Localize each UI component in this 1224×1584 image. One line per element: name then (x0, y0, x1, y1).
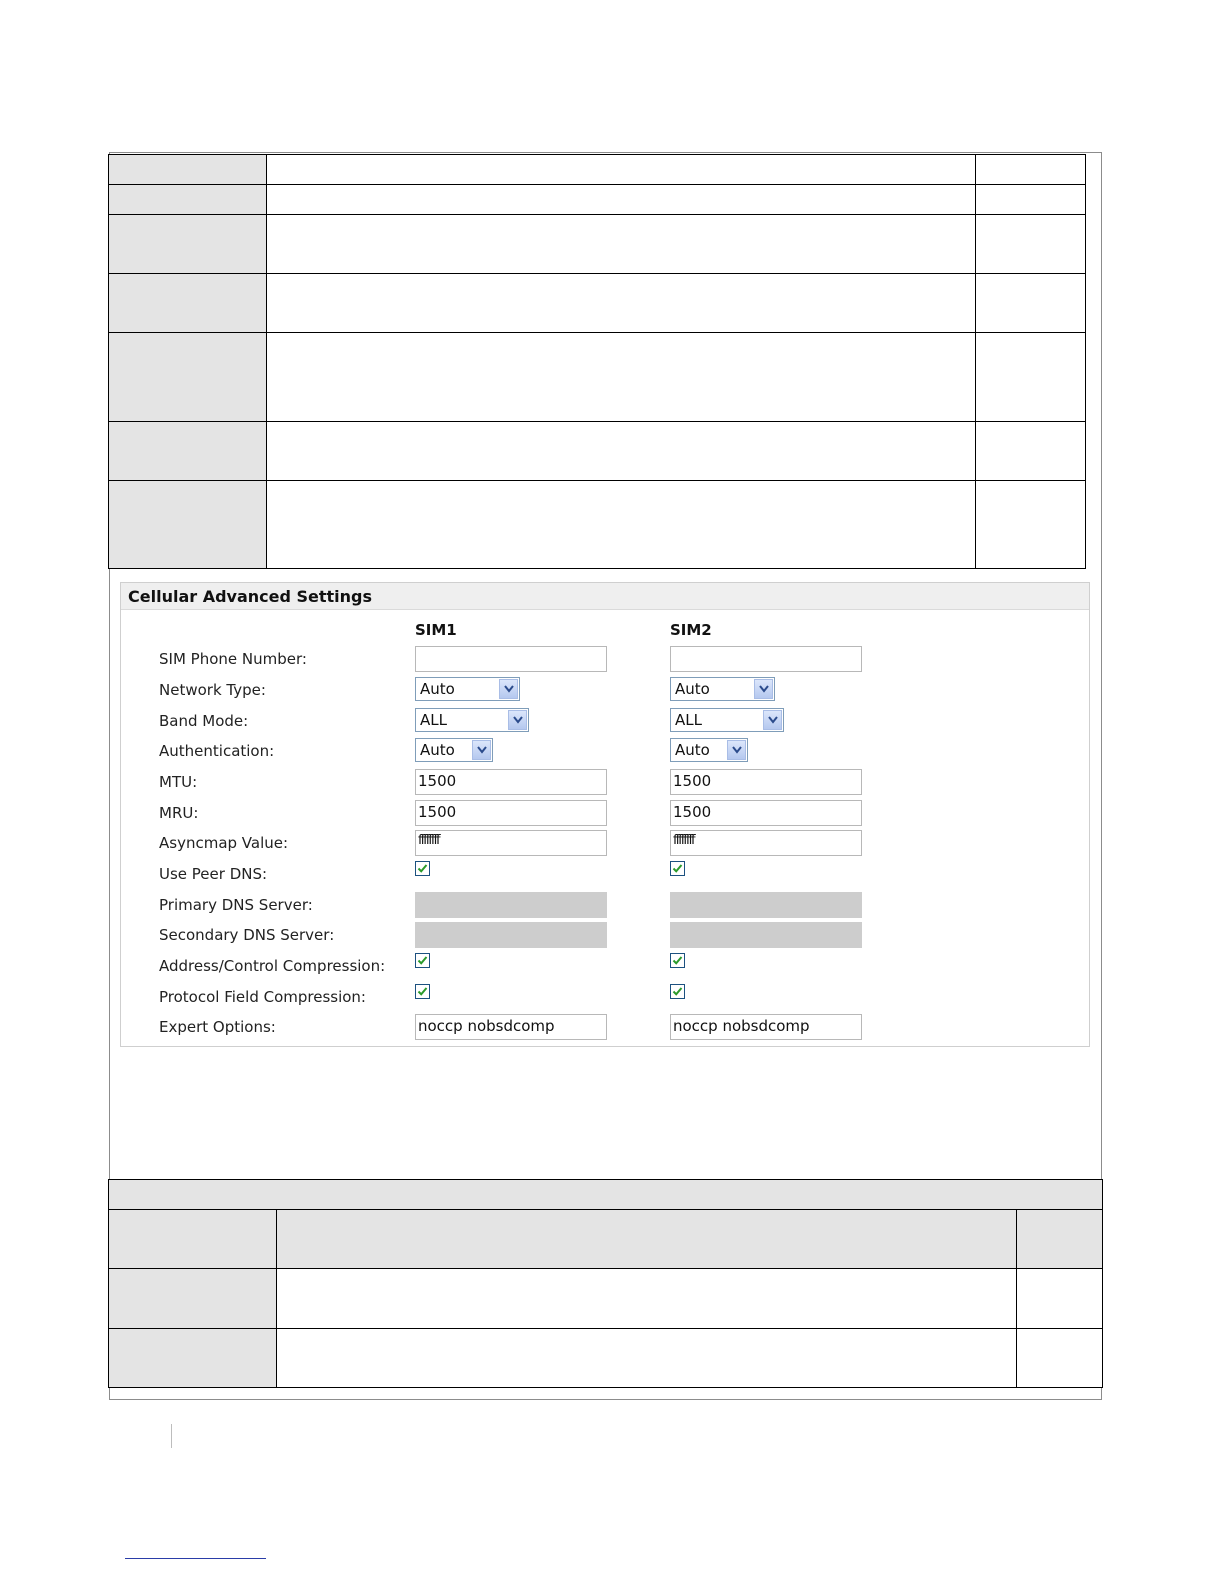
network-type-label: Network Type: (159, 681, 266, 699)
mtu-label: MTU: (159, 773, 198, 791)
checkmark-icon (672, 986, 683, 997)
table-cell (1017, 1210, 1103, 1269)
footer-link-underline (125, 1558, 266, 1559)
sim1-use-peer-dns-checkbox[interactable] (415, 861, 430, 876)
footer-divider (171, 1424, 172, 1448)
sim2-authentication-select[interactable] (670, 738, 748, 762)
sim2-asyncmap-input[interactable]: ffffffff (670, 830, 862, 856)
sim2-primary-dns-input[interactable] (670, 892, 862, 918)
checkmark-icon (417, 955, 428, 966)
chevron-down-icon[interactable] (727, 740, 746, 760)
sim1-secondary-dns-input[interactable] (415, 922, 607, 948)
table-cell (109, 274, 267, 333)
table-row (109, 422, 1086, 481)
sim1-mtu-input[interactable]: 1500 (415, 769, 607, 795)
table-cell (109, 215, 267, 274)
sim1-network-type-value: Auto (420, 680, 455, 698)
table-cell (277, 1329, 1017, 1388)
expert-options-label: Expert Options: (159, 1018, 276, 1036)
checkmark-icon (417, 986, 428, 997)
table-cell (109, 1329, 277, 1388)
sim2-use-peer-dns-checkbox[interactable] (670, 861, 685, 876)
table-row (109, 1269, 1103, 1329)
table-row (109, 333, 1086, 422)
table-cell (976, 185, 1086, 215)
primary-dns-label: Primary DNS Server: (159, 896, 313, 914)
table-cell (109, 1269, 277, 1329)
secondary-dns-label: Secondary DNS Server: (159, 926, 335, 944)
sim2-band-mode-value: ALL (675, 711, 702, 729)
table-header-cell (109, 1180, 1103, 1210)
authentication-label: Authentication: (159, 742, 275, 760)
sim2-address-control-compression-checkbox[interactable] (670, 953, 685, 968)
table-row (109, 1210, 1103, 1269)
table-cell (267, 274, 976, 333)
sim2-mtu-input[interactable]: 1500 (670, 769, 862, 795)
table-cell (1017, 1329, 1103, 1388)
sim2-phone-number-input[interactable] (670, 646, 862, 672)
sim1-address-control-compression-checkbox[interactable] (415, 953, 430, 968)
panel-header (121, 583, 1089, 610)
table-cell (109, 1210, 277, 1269)
sim2-authentication-value: Auto (675, 741, 710, 759)
table-cell (109, 185, 267, 215)
sim2-mru-input[interactable]: 1500 (670, 800, 862, 826)
table-row (109, 1329, 1103, 1388)
address-control-compression-label: Address/Control Compression: (159, 957, 386, 975)
sim1-network-type-select[interactable] (415, 677, 520, 701)
table-cell (267, 155, 976, 185)
sim2-band-mode-select[interactable] (670, 708, 784, 732)
table-cell (109, 333, 267, 422)
sim2-column-heading: SIM2 (670, 621, 712, 639)
table-cell (976, 481, 1086, 569)
table-cell (976, 333, 1086, 422)
sim-phone-number-label: SIM Phone Number: (159, 650, 307, 668)
sim1-mru-input[interactable]: 1500 (415, 800, 607, 826)
table-row (109, 185, 1086, 215)
sim2-network-type-select[interactable] (670, 677, 775, 701)
chevron-down-icon[interactable] (472, 740, 491, 760)
table-cell (1017, 1269, 1103, 1329)
table-cell (109, 422, 267, 481)
table-row (109, 1180, 1103, 1210)
sim2-expert-options-input[interactable]: noccp nobsdcomp (670, 1014, 862, 1040)
sim1-band-mode-select[interactable] (415, 708, 529, 732)
top-parameter-table (108, 154, 1086, 569)
table-cell (267, 333, 976, 422)
use-peer-dns-label: Use Peer DNS: (159, 865, 268, 883)
table-row (109, 155, 1086, 185)
sim1-expert-options-input[interactable]: noccp nobsdcomp (415, 1014, 607, 1040)
mru-label: MRU: (159, 804, 199, 822)
table-cell (267, 185, 976, 215)
table-cell (976, 155, 1086, 185)
bottom-parameter-table (108, 1179, 1103, 1388)
chevron-down-icon[interactable] (763, 710, 782, 730)
checkmark-icon (672, 863, 683, 874)
table-cell (267, 422, 976, 481)
checkmark-icon (417, 863, 428, 874)
chevron-down-icon[interactable] (754, 679, 773, 699)
table-row (109, 215, 1086, 274)
asyncmap-label: Asyncmap Value: (159, 834, 289, 852)
sim2-network-type-value: Auto (675, 680, 710, 698)
panel-title: Cellular Advanced Settings (128, 587, 373, 606)
sim1-asyncmap-input[interactable]: ffffffff (415, 830, 607, 856)
table-cell (109, 481, 267, 569)
table-cell (267, 215, 976, 274)
table-cell (277, 1210, 1017, 1269)
sim1-authentication-select[interactable] (415, 738, 493, 762)
table-row (109, 274, 1086, 333)
sim1-phone-number-input[interactable] (415, 646, 607, 672)
band-mode-label: Band Mode: (159, 712, 249, 730)
sim1-protocol-field-compression-checkbox[interactable] (415, 984, 430, 999)
table-cell (976, 274, 1086, 333)
sim1-column-heading: SIM1 (415, 621, 457, 639)
table-cell (267, 481, 976, 569)
table-cell (109, 155, 267, 185)
table-row (109, 481, 1086, 569)
chevron-down-icon[interactable] (499, 679, 518, 699)
sim1-primary-dns-input[interactable] (415, 892, 607, 918)
checkmark-icon (672, 955, 683, 966)
table-cell (976, 422, 1086, 481)
sim2-protocol-field-compression-checkbox[interactable] (670, 984, 685, 999)
table-cell (976, 215, 1086, 274)
table-cell (277, 1269, 1017, 1329)
sim2-secondary-dns-input[interactable] (670, 922, 862, 948)
sim1-authentication-value: Auto (420, 741, 455, 759)
sim1-band-mode-value: ALL (420, 711, 447, 729)
chevron-down-icon[interactable] (508, 710, 527, 730)
cellular-advanced-settings-panel (120, 582, 1090, 1047)
protocol-field-compression-label: Protocol Field Compression: (159, 988, 366, 1006)
